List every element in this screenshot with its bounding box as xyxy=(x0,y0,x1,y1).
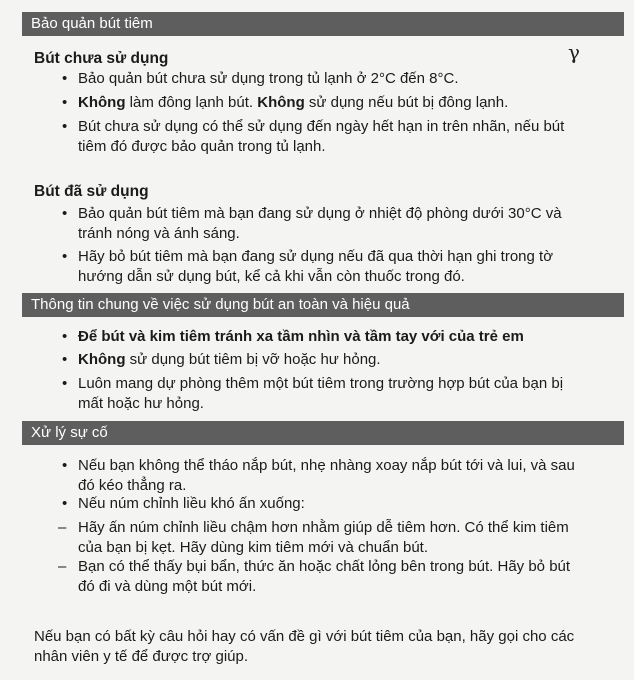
list-item: Luôn mang dự phòng thêm một bút tiêm trong trường hợp bút của bạn bị mất hoặc hư hỏng. xyxy=(78,375,564,412)
list-item: Hãy bỏ bút tiêm mà bạn đang sử dụng nếu đã qua thời hạn ghi trong tờ hướng dẫn sử dụng bút, kể cả khi vẫn còn thuốc trong đó. xyxy=(78,248,554,285)
bullet-icon: • xyxy=(62,351,68,368)
bullet-icon: • xyxy=(62,70,68,87)
dash-icon: – xyxy=(58,558,67,575)
list-item: Để bút và kim tiêm tránh xa tầm nhìn và tầm tay với của trẻ em xyxy=(78,328,524,345)
subheading-unused-pen: Bút chưa sử dụng xyxy=(34,50,169,67)
bullet-icon: • xyxy=(62,205,68,222)
handwritten-mark: γ xyxy=(568,40,580,64)
section-header-safety: Thông tin chung về việc sử dụng bút an toàn và hiệu quả xyxy=(22,293,624,317)
list-item: Không làm đông lạnh bút. Không sử dụng nếu bút bị đông lạnh. xyxy=(78,94,509,111)
list-item: Nếu bạn không thể tháo nắp bút, nhẹ nhàng xoay nắp bút tới và lui, và sau đó kéo thẳng ra. xyxy=(78,457,575,494)
section-header-storage: Bảo quản bút tiêm xyxy=(22,12,624,36)
bullet-icon: • xyxy=(62,375,68,392)
list-item: Nếu núm chỉnh liều khó ấn xuống: xyxy=(78,495,305,512)
sub-list-item: Bạn có thể thấy bụi bẩn, thức ăn hoặc chất lỏng bên trong bút. Hãy bỏ bút đó đi và dùng một bút mới. xyxy=(78,558,571,595)
subheading-used-pen: Bút đã sử dụng xyxy=(34,183,149,200)
list-item: Không sử dụng bút tiêm bị vỡ hoặc hư hỏng. xyxy=(78,351,381,368)
bullet-icon: • xyxy=(62,118,68,135)
closing-paragraph: Nếu bạn có bất kỳ câu hỏi hay có vấn đề gì với bút tiêm của bạn, hãy gọi cho các nhân viên y tế để được trợ giúp. xyxy=(34,628,575,665)
bullet-icon: • xyxy=(62,94,68,111)
list-item: Bút chưa sử dụng có thể sử dụng đến ngày hết hạn in trên nhãn, nếu bút tiêm đó được bảo quản trong tủ lạnh. xyxy=(78,118,565,155)
list-item: Bảo quản bút tiêm mà bạn đang sử dụng ở nhiệt độ phòng dưới 30°C và tránh nóng và ánh sáng. xyxy=(78,205,562,242)
bullet-icon: • xyxy=(62,495,68,512)
bullet-icon: • xyxy=(62,328,68,345)
sub-list-item: Hãy ấn núm chỉnh liều chậm hơn nhằm giúp dễ tiêm hơn. Có thể kim tiêm của bạn bị kẹt. Hãy dùng kim tiêm mới và chuẩn bút. xyxy=(78,519,569,556)
bullet-icon: • xyxy=(62,248,68,265)
dash-icon: – xyxy=(58,519,67,536)
section-header-troubleshooting: Xử lý sự cố xyxy=(22,421,624,445)
list-item: Bảo quản bút chưa sử dụng trong tủ lạnh ở 2°C đến 8°C. xyxy=(78,70,459,87)
bullet-icon: • xyxy=(62,457,68,474)
